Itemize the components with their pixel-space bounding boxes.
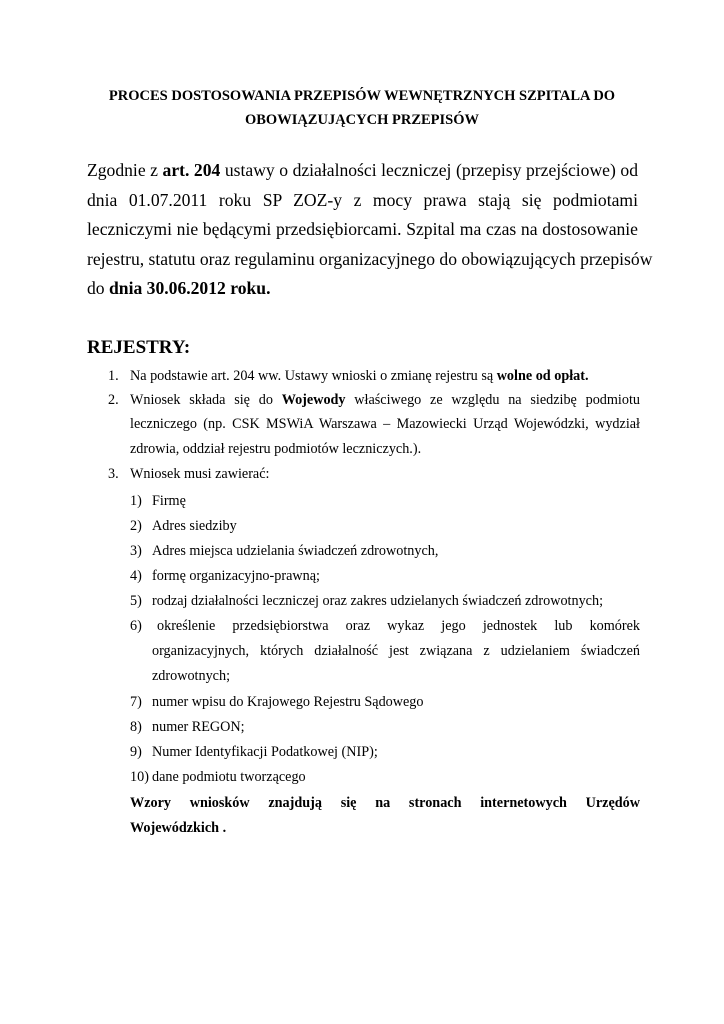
intro-line-3: leczniczymi nie będącymi przedsiębiorcami. Szpital ma czas na dostosowanie — [87, 219, 638, 239]
sublist-text: zdrowotnych; — [152, 668, 231, 684]
sublist-number: 8) — [130, 719, 142, 735]
title-line-2: OBOWIĄZUJĄCYCH PRZEPISÓW — [244, 112, 480, 128]
section-heading-registers: REJESTRY: — [87, 337, 191, 358]
intro-line-5 — [87, 274, 638, 304]
item-text: Wniosek składa się do — [130, 392, 282, 408]
sublist-text: dane podmiotu tworzącego — [152, 769, 306, 785]
list-item-text: zdrowia, oddział rejestru podmiotów leczniczych.). — [130, 441, 422, 457]
sublist-text: Firmę — [152, 493, 186, 509]
sublist-text: numer wpisu do Krajowego Rejestru Sądowego — [152, 694, 424, 710]
item-text: Na podstawie art. 204 ww. Ustawy wnioski o zmianę rejestru są — [130, 368, 497, 384]
sublist-text: określenie przedsiębiorstwa oraz wykaz jego jednostek lub komórek — [157, 618, 640, 634]
sublist-text: Adres miejsca udzielania świadczeń zdrowotnych, — [152, 543, 439, 559]
title-line-1: PROCES DOSTOSOWANIA PRZEPISÓW WEWNĘTRZNYCH SZPITALA DO — [108, 88, 616, 104]
intro-bold-date: dnia 30.06.2012 roku. — [109, 278, 271, 298]
list-item-text — [130, 364, 589, 389]
list-item-text — [130, 388, 640, 413]
item-bold: wolne od opłat. — [496, 368, 589, 384]
sublist-text: rodzaj działalności leczniczej oraz zakres udzielanych świadczeń zdrowotnych; — [152, 593, 604, 609]
list-item — [108, 388, 119, 413]
sublist-number: 1) — [130, 493, 142, 509]
intro-text: Zgodnie z — [87, 160, 163, 180]
intro-bold-article: art. 204 — [162, 160, 221, 180]
sublist-number: 7) — [130, 694, 142, 710]
intro-line-2: dnia 01.07.2011 roku SP ZOZ-y z mocy prawa stają się podmiotami — [87, 189, 638, 210]
list-item — [108, 364, 119, 389]
intro-line-1 — [87, 156, 638, 186]
item-text: właściwego ze względu na siedzibę podmiotu — [345, 392, 641, 408]
sublist-number: 3) — [130, 543, 142, 559]
intro-text: ustawy o działalności leczniczej (przepisy przejściowe) od — [220, 160, 638, 180]
sublist-number: 4) — [130, 568, 142, 584]
sublist-text: numer REGON; — [152, 719, 245, 735]
sublist-number: 9) — [130, 744, 142, 760]
sublist-number: 6) — [130, 618, 142, 634]
closing-note-line-1: Wzory wniosków znajdują się na stronach internetowych Urzędów — [130, 795, 640, 811]
list-item-text: Wniosek musi zawierać: — [130, 466, 270, 482]
intro-line-4: rejestru, statutu oraz regulaminu organizacyjnego do obowiązujących przepisów — [87, 248, 653, 269]
intro-paragraph — [87, 156, 653, 304]
list-number: 3. — [108, 466, 119, 482]
sublist-text: Adres siedziby — [152, 518, 237, 534]
sublist-number: 10) — [130, 769, 149, 785]
sublist-number: 2) — [130, 518, 142, 534]
list-item-text: leczniczego (np. CSK MSWiA Warszawa – Mazowiecki Urząd Wojewódzki, wydział — [130, 416, 640, 432]
list-item — [108, 462, 119, 487]
document-title — [80, 84, 644, 132]
closing-note-line-2: Wojewódzkich . — [130, 820, 227, 836]
sublist-text: formę organizacyjno-prawną; — [152, 568, 320, 584]
sublist-text: Numer Identyfikacji Podatkowej (NIP); — [152, 744, 378, 760]
sublist-number: 5) — [130, 593, 142, 609]
sublist-text: organizacyjnych, których działalność jest związana z udzielaniem świadczeń — [152, 643, 640, 659]
item-bold: Wojewody — [281, 392, 346, 408]
list-number: 2. — [108, 392, 119, 408]
intro-text: do — [87, 278, 109, 298]
list-number: 1. — [108, 368, 119, 384]
